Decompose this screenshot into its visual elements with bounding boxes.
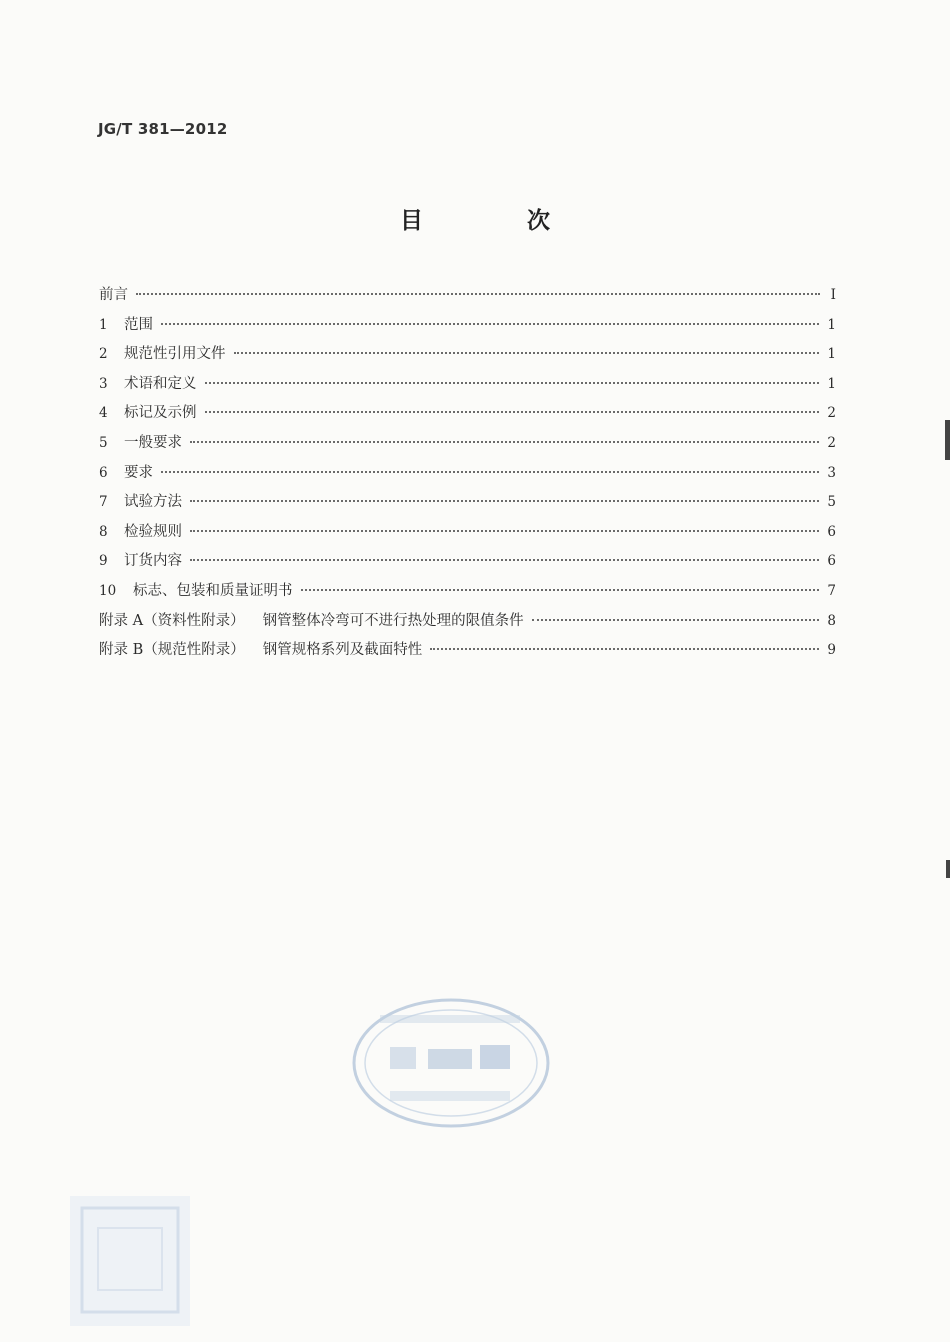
toc-entry-label: 检验规则 — [124, 523, 182, 540]
toc-entry-page: 6 — [827, 523, 836, 540]
toc-entry-number: 3 — [99, 375, 108, 392]
toc-entry-1[interactable] — [99, 311, 836, 341]
toc-entry-appendix-b[interactable] — [99, 636, 836, 666]
paper-blot-icon — [68, 1194, 192, 1328]
toc-entry-page: 1 — [827, 346, 836, 363]
toc-entry-label: 前言 — [99, 287, 128, 303]
toc-appendix-title: 钢管规格系列及截面特性 — [262, 642, 423, 659]
scan-edge-mark — [945, 420, 950, 460]
toc-entry-foreword[interactable] — [99, 281, 836, 311]
toc-appendix-label: 附录 B（规范性附录） — [99, 642, 245, 659]
toc-entry-number: 9 — [99, 553, 108, 570]
leader-dots — [190, 530, 819, 532]
toc-entry-appendix-a[interactable] — [99, 607, 836, 637]
toc-entry-label: 标志、包装和质量证明书 — [133, 582, 293, 599]
leader-dots — [532, 619, 820, 621]
toc-entry-number: 4 — [99, 405, 108, 422]
toc-entry-number: 10 — [99, 582, 117, 599]
toc-entry-label: 订货内容 — [124, 553, 182, 570]
toc-entry-label: 标记及示例 — [124, 405, 197, 422]
toc-entry-number: 5 — [99, 434, 108, 451]
leader-dots — [190, 559, 819, 561]
leader-dots — [301, 589, 820, 591]
toc-entry-label: 范围 — [124, 316, 153, 333]
toc-entry-page: 5 — [827, 494, 836, 511]
toc-entry-label: 一般要求 — [124, 434, 182, 451]
toc-appendix-label: 附录 A（资料性附录） — [99, 612, 245, 629]
toc-entry-label: 术语和定义 — [124, 375, 197, 392]
toc-entry-number: 8 — [99, 523, 108, 540]
leader-dots — [190, 441, 819, 443]
stamp-seal-icon — [350, 995, 552, 1131]
toc-entry-page: 1 — [827, 375, 836, 392]
toc-entry-6[interactable] — [99, 459, 836, 489]
toc-entry-10[interactable] — [99, 577, 836, 607]
leader-dots — [205, 382, 820, 384]
toc-entry-number: 2 — [99, 346, 108, 363]
toc-entry-page: 8 — [827, 612, 836, 629]
standard-code: JG/T 381—2012 — [98, 120, 228, 138]
toc-entry-page: 9 — [827, 642, 836, 659]
toc-entry-page: 6 — [827, 553, 836, 570]
toc-entry-page: 3 — [827, 464, 836, 481]
toc-entry-page: 2 — [827, 405, 836, 422]
toc-entry-page: 2 — [827, 434, 836, 451]
leader-dots — [430, 648, 819, 650]
toc-entry-number: 6 — [99, 464, 108, 481]
toc-entry-page: Ⅰ — [830, 287, 836, 303]
toc-entry-8[interactable] — [99, 518, 836, 548]
toc-entry-number: 7 — [99, 494, 108, 511]
leader-dots — [161, 471, 819, 473]
leader-dots — [136, 293, 820, 295]
toc-entry-2[interactable] — [99, 340, 836, 370]
toc-entry-page: 7 — [827, 582, 836, 599]
toc-entry-page: 1 — [827, 316, 836, 333]
toc-entry-9[interactable] — [99, 547, 836, 577]
toc-entry-7[interactable] — [99, 488, 836, 518]
toc-entry-number: 1 — [99, 316, 108, 333]
leader-dots — [161, 323, 819, 325]
toc-entry-4[interactable] — [99, 399, 836, 429]
leader-dots — [205, 411, 820, 413]
leader-dots — [234, 352, 820, 354]
table-of-contents — [99, 281, 836, 666]
toc-entry-5[interactable] — [99, 429, 836, 459]
toc-entry-label: 规范性引用文件 — [124, 346, 226, 363]
toc-entry-label: 试验方法 — [124, 494, 182, 511]
leader-dots — [190, 500, 819, 502]
page-title: 目 次 — [399, 208, 598, 234]
toc-appendix-title: 钢管整体冷弯可不进行热处理的限值条件 — [262, 612, 524, 629]
toc-entry-label: 要求 — [124, 464, 153, 481]
scan-edge-mark — [946, 860, 950, 878]
toc-entry-3[interactable] — [99, 370, 836, 400]
